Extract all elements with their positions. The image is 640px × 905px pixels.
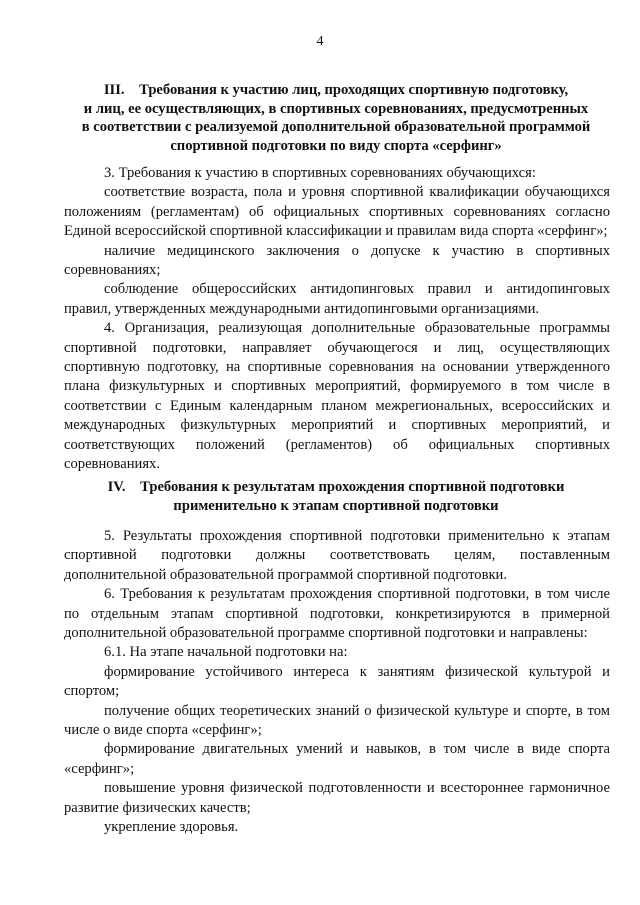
paragraph: соответствие возраста, пола и уровня спортивной квалификации обучающихся положениям (регламентам) об официальных спортивных соревнованиях согласно Единой всероссийской спортивной классификации и правилам вида спорта «серфинг»; [64, 184, 610, 240]
paragraph: наличие медицинского заключения о допуске к участию в спортивных соревнованиях; [64, 242, 610, 279]
paragraph: повышение уровня физической подготовленности и всестороннее гармоничное развитие физических качеств; [64, 780, 610, 816]
heading-line: и лиц, ее осуществляющих, в спортивных соревнованиях, предусмотренных [83, 100, 589, 117]
paragraph: формирование устойчивого интереса к занятиям физической культурой и спортом; [64, 663, 610, 700]
heading-line: применительно к этапам спортивной подготовки [173, 497, 499, 514]
paragraph: формирование двигательных умений и навыков, в том числе в виде спорта «серфинг»; [64, 741, 610, 777]
heading-line: IV. Требования к результатам прохождения спортивной подготовки [107, 479, 565, 495]
paragraph: 6. Требования к результатам прохождения спортивной подготовки, в том числе по отдельным этапам спортивной подготовки, конкретизируются в примерной дополнительной образовательной программе спортивной подготовки и направлены: [64, 586, 610, 642]
page-number: 4 [316, 34, 324, 49]
section-4-heading [62, 478, 610, 515]
paragraph: 6.1. На этапе начальной подготовки на: [104, 644, 348, 661]
paragraph: получение общих теоретических знаний о физической культуре и спорте, в том числе о виде спорта «серфинг»; [64, 702, 610, 739]
paragraph: 4. Организация, реализующая дополнительные образовательные программы спортивной подготовки, направляет обучающегося и лиц, осуществляющих спортивную подготовку, на спортивные соревнования на основании утвержденного плана физкультурных и спортивных мероприятий, формируемого в том числе в соответствии с Единым календарным планом межрегиональных, всероссийских и международных физкультурных мероприятий и спортивных мероприятий, и соответствующих положений (регламентов) об официальных спортивных соревнованиях. [64, 320, 610, 473]
paragraph: укрепление здоровья. [104, 819, 239, 836]
section-4-body [64, 527, 610, 838]
section-3-body [64, 164, 610, 475]
section-3-heading [62, 81, 610, 155]
heading-line: III. Требования к участию лиц, проходящих спортивную подготовку, [103, 82, 569, 98]
paragraph: 5. Результаты прохождения спортивной подготовки применительно к этапам спортивной подготовки должны соответствовать целям, поставленным дополнительной образовательной программой спортивной подготовки. [64, 528, 610, 583]
heading-line: в соответствии с реализуемой дополнительной образовательной программой [81, 119, 591, 136]
paragraph: соблюдение общероссийских антидопинговых правил и антидопинговых правил, утвержденных международными антидопинговыми организациями. [64, 281, 610, 317]
paragraph: 3. Требования к участию в спортивных соревнованиях обучающихся: [104, 165, 536, 181]
heading-line: спортивной подготовки по виду спорта «серфинг» [170, 137, 502, 154]
